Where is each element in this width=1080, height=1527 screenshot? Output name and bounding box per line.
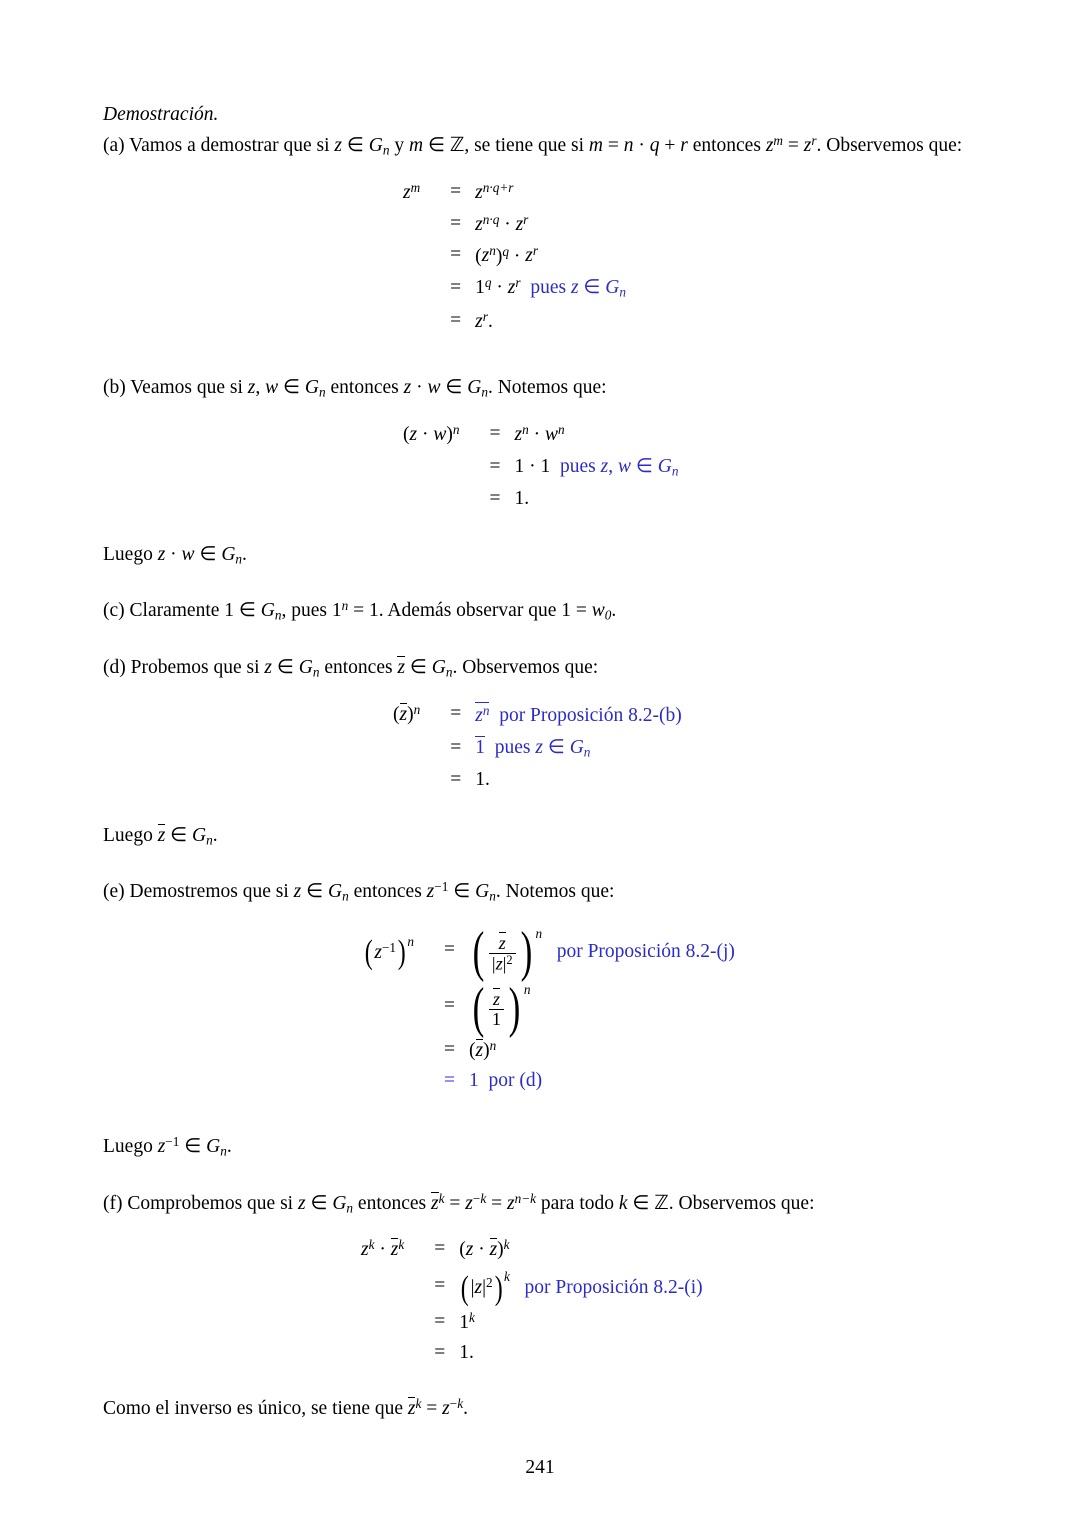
paragraph-c: (c) Claramente 1 ∈ $G_n$, pues $1^n = 1$. Además observar que $1 = w_0$. xyxy=(103,598,617,624)
equation-relation: = xyxy=(450,212,462,234)
equation-row xyxy=(393,765,682,795)
equation-rhs: 1$^k$ xyxy=(459,1310,475,1334)
equation-rhs: ( $\frac{z}{|z|^2}$ ) $^n$ por Proposición 8.2-(j) xyxy=(472,921,735,984)
equation-row xyxy=(403,176,626,208)
paragraph-d-intro: (d) Probemos que si z ∈ $G_n$ entonces z ∈ $G_n$. Observemos que: xyxy=(103,657,599,680)
equation-lhs xyxy=(361,1306,420,1338)
paragraph-f-conclusion: Como el inverso es único, se tiene que $z^k = z^{-k}$. xyxy=(103,1396,468,1420)
proof-heading: Demostración. xyxy=(103,104,219,125)
equation-rhs: 1 pues z ∈ $G_n$ xyxy=(475,736,591,760)
equation-row xyxy=(363,1066,735,1096)
equation-relation: = xyxy=(444,995,456,1016)
equation-lhs xyxy=(361,1265,420,1306)
paragraph-e-intro: (e) Demostremos que si z ∈ $G_n$ entonces $z^{-1}$ ∈ $G_n$. Notemos que: xyxy=(103,879,615,905)
equation-row xyxy=(403,305,626,337)
equation-rhs: $(z^n)^q \cdot z^r$ xyxy=(475,243,539,267)
equation-row xyxy=(403,271,626,305)
page-content xyxy=(103,100,1043,1425)
equation-rhs: ( $\frac{z}{1}$ ) $^n$ xyxy=(472,977,531,1040)
equation-lhs xyxy=(403,305,436,337)
equation-row xyxy=(393,731,682,765)
equation-relation: = xyxy=(450,703,462,725)
equation-note: por Proposición 8.2-(b) xyxy=(494,704,682,726)
equation-relation: = xyxy=(450,310,462,332)
equation-note: pues z ∈ $G_n$ xyxy=(525,277,626,301)
equation-lhs xyxy=(403,271,436,305)
equation-row xyxy=(403,484,678,514)
equation-lhs xyxy=(363,1066,430,1096)
equation-block-f xyxy=(361,1233,703,1368)
equation-block-e xyxy=(363,922,735,1096)
equation-block-d xyxy=(393,698,682,795)
equation-rhs: $z^{n\cdot q} \cdot z^r$ xyxy=(475,211,529,235)
equation-lhs: $(z^{-1})$ $^n$ xyxy=(364,933,415,972)
equation-rhs: $1^q \cdot z^r$ pues z ∈ $G_n$ xyxy=(475,275,626,301)
equation-lhs xyxy=(363,1034,430,1066)
equation-rhs: $z^{n\cdot q+r}$ xyxy=(475,179,514,203)
equation-note: pues z, w ∈ $G_n$ xyxy=(555,455,679,479)
equation-rhs: 1. xyxy=(459,1342,474,1364)
equation-lhs: $z^k \cdot z^k$ xyxy=(361,1237,405,1261)
equation-row xyxy=(403,418,678,450)
equation-relation: = xyxy=(444,1069,456,1091)
equation-relation: = xyxy=(444,1038,456,1060)
equation-lhs xyxy=(403,208,436,240)
equation-relation: = xyxy=(489,422,501,444)
equation-row xyxy=(361,1306,703,1338)
paragraph-e-conclusion: Luego $z^{-1}$ ∈ $G_n$. xyxy=(103,1133,232,1159)
equation-block-b xyxy=(403,418,678,514)
equation-relation: = xyxy=(450,277,462,299)
equation-block-a xyxy=(403,176,626,338)
equation-relation: = xyxy=(434,1238,446,1260)
paragraph-a-intro: (a) Vamos a demostrar que si z ∈ $G_n$ y m ∈ ℤ, se tiene que si m = n · q + r entonces $z^m = z^r$. Observemos que: xyxy=(103,132,963,158)
equation-note: pues z ∈ $G_n$ xyxy=(489,736,591,760)
paragraph-b-intro: (b) Veamos que si z, w ∈ $G_n$ entonces z · w ∈ $G_n$. Notemos que: xyxy=(103,377,607,400)
equation-relation: = xyxy=(489,487,501,509)
equation-relation: = xyxy=(450,736,462,758)
equation-rhs: $z^n$ por Proposición 8.2-(b) xyxy=(475,702,682,726)
page-number: 241 xyxy=(525,1457,555,1478)
equation-lhs xyxy=(393,731,436,765)
equation-relation: = xyxy=(434,1274,446,1296)
equation-row xyxy=(361,1265,703,1306)
equation-relation: = xyxy=(450,180,462,202)
equation-relation: = xyxy=(450,768,462,790)
equation-rhs: $(z \cdot z)^k$ xyxy=(459,1237,510,1261)
equation-row xyxy=(361,1233,703,1265)
equation-relation: = xyxy=(434,1311,446,1333)
equation-note: por Proposición 8.2-(j) xyxy=(546,941,735,963)
equation-relation: = xyxy=(489,455,501,477)
equation-lhs xyxy=(361,1338,420,1368)
equation-note: por (d) xyxy=(483,1069,543,1091)
equation-relation: = xyxy=(450,244,462,266)
equation-lhs: $(z)^n$ xyxy=(393,702,421,726)
equation-lhs xyxy=(403,484,475,514)
equation-relation: = xyxy=(434,1342,446,1364)
equation-relation: = xyxy=(444,939,456,961)
equation-rhs: $z^n \cdot w^n$ xyxy=(514,421,565,445)
equation-row xyxy=(361,1338,703,1368)
equation-lhs xyxy=(363,978,430,1034)
equation-lhs: $(z \cdot w)^n$ xyxy=(403,421,460,445)
equation-row xyxy=(403,208,626,240)
equation-note: por Proposición 8.2-(i) xyxy=(514,1277,703,1299)
paragraph-b-conclusion: Luego z · w ∈ $G_n$. xyxy=(103,543,247,567)
equation-row xyxy=(403,240,626,272)
equation-row xyxy=(403,450,678,484)
equation-lhs: $z^m$ xyxy=(403,179,421,203)
equation-row xyxy=(363,921,735,984)
paragraph-f-intro: (f) Comprobemos que si z ∈ $G_n$ entonces $z^k = z^{-k} = z^{n-k}$ para todo k ∈ ℤ. Observemos que: xyxy=(103,1190,815,1216)
equation-lhs xyxy=(403,240,436,272)
equation-rhs: $(z)^n$ xyxy=(469,1037,497,1061)
equation-rhs: 1 · 1 pues z, w ∈ $G_n$ xyxy=(514,455,679,479)
equation-lhs xyxy=(393,765,436,795)
equation-rhs: 1 por (d) xyxy=(469,1069,543,1091)
equation-row xyxy=(363,977,735,1040)
equation-row xyxy=(393,698,682,731)
equation-rhs: 1. xyxy=(475,768,490,790)
equation-rhs: 1. xyxy=(514,487,530,509)
paragraph-d-conclusion: Luego z ∈ $G_n$. xyxy=(103,824,218,848)
equation-rhs: $(|z|^2)$ $^k$ por Proposición 8.2-(i) xyxy=(460,1269,703,1308)
equation-row xyxy=(363,1034,735,1066)
equation-lhs xyxy=(403,450,475,484)
equation-rhs: $z^r$. xyxy=(475,309,493,333)
